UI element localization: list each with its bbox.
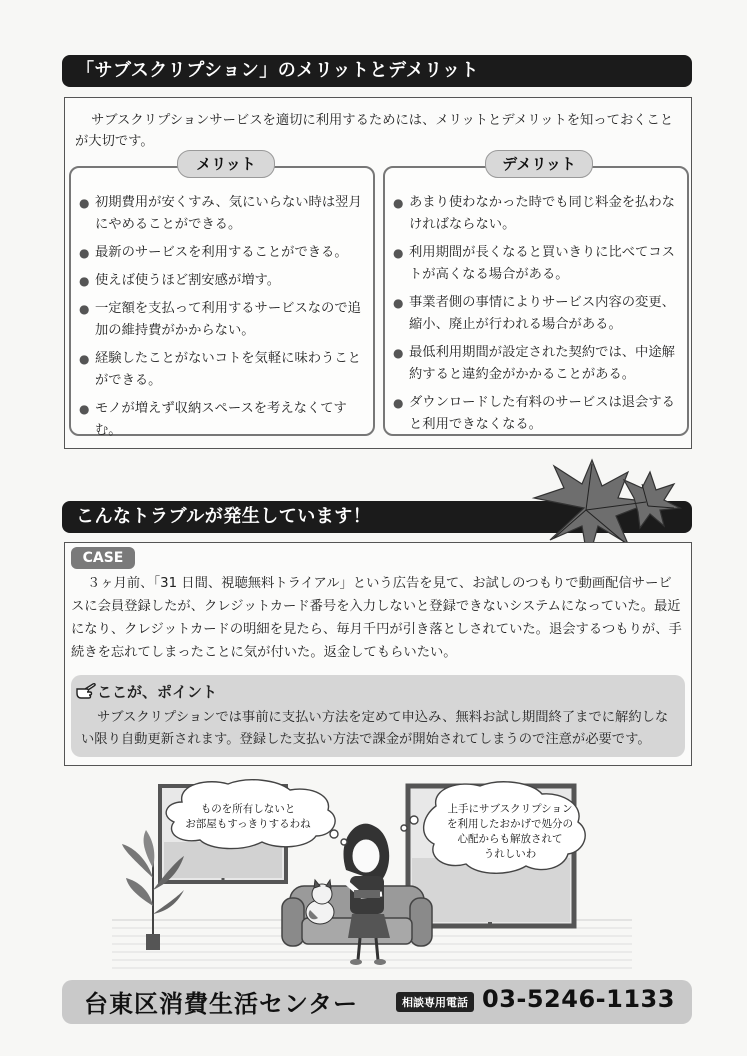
list-item (79, 192, 365, 236)
case-panel (64, 542, 692, 766)
section-title-trouble: こんなトラブルが発生しています！ (62, 501, 692, 533)
bullet-icon: ● (79, 352, 90, 366)
list-item-text: 使えば使うほど割安感が増す。 (95, 273, 281, 288)
list-item (79, 270, 365, 292)
list-item (79, 298, 365, 342)
bubble-right-text: 上手にサブスクリプション を利用したおかげで処分の 心配からも解放されて うれしいわ (447, 803, 573, 860)
list-item (393, 292, 679, 336)
list-item (393, 342, 679, 386)
bullet-icon: ● (79, 274, 90, 288)
list-item-text: 経験したことがないコトを気軽に味わうことができる。 (95, 351, 361, 388)
bullet-icon: ● (79, 402, 90, 416)
list-item-text: 一定額を支払って利用するサービスなので追加の維持費がかからない。 (95, 301, 361, 338)
bullet-icon: ● (393, 346, 404, 360)
point-text: サブスクリプションでは事前に支払い方法を定めて申込み、無料お試し期間終了までに解約しない限り自動更新されます。登録した支払い方法で課金が開始されてしまうので注意が必要です。 (81, 710, 669, 747)
footer-contact (62, 980, 692, 1024)
phone-label: 相談専用電話 (396, 992, 474, 1012)
list-item-text: ダウンロードした有料のサービスは退会すると利用できなくなる。 (409, 395, 675, 432)
list-item-text: 事業者側の事情によりサービス内容の変更、縮小、廃止が行われる場合がある。 (409, 295, 675, 332)
demerit-box (383, 166, 689, 436)
list-item-text: 利用期間が長くなると買いきりに比べてコストが高くなる場合がある。 (409, 245, 675, 282)
bullet-icon: ● (79, 302, 90, 316)
merits-panel (64, 97, 692, 449)
point-box (71, 675, 685, 757)
center-name: 台東区消費生活センター (84, 990, 359, 1018)
list-item (79, 348, 365, 392)
phone-number[interactable]: 03-5246-1133 (482, 985, 675, 1013)
case-text: ３ヶ月前、「31 日間、視聴無料トライアル」という広告を見て、お試しのつもりで動画配信サービスに会員登録したが、クレジットカード番号を入力しないと登録できないシステムになっていた。最近になり、クレジットカードの明細を見たら、毎月千円が引き落としされていた。退会するつもりが、手続きを忘れてしまったことに気が付いた。返金してもらいたい。 (71, 576, 682, 660)
case-label: CASE (71, 547, 135, 569)
point-title: ここが、ポイント (97, 683, 218, 701)
bullet-icon: ● (393, 396, 404, 410)
bullet-icon: ● (79, 246, 90, 260)
demerit-label: デメリット (485, 150, 593, 178)
bubble-left-text: ものを所有しないと お部屋もすっきりするわね (185, 803, 311, 830)
pointing-hand-icon (75, 681, 97, 701)
section-title-merits: 「サブスクリプション」のメリットとデメリット (62, 55, 692, 87)
list-item (393, 392, 679, 436)
bullet-icon: ● (393, 296, 404, 310)
merit-box (69, 166, 375, 436)
list-item-text: 最新のサービスを利用することができる。 (95, 245, 348, 260)
bullet-icon: ● (393, 196, 404, 210)
merit-label: メリット (177, 150, 275, 178)
demerit-list (393, 192, 679, 442)
list-item (79, 398, 365, 442)
bullet-icon: ● (79, 196, 90, 210)
list-item-text: あまり使わなかった時でも同じ料金を払わなければならない。 (409, 195, 675, 232)
merit-list (79, 192, 365, 448)
intro-text: サブスクリプションサービスを適切に利用するためには、メリットとデメリットを知っておくことが大切です。 (75, 113, 674, 149)
list-item (79, 242, 365, 264)
list-item (393, 242, 679, 286)
list-item-text: モノが増えず収納スペースを考えなくてすむ。 (95, 401, 347, 438)
bullet-icon: ● (393, 246, 404, 260)
list-item (393, 192, 679, 236)
list-item-text: 最低利用期間が設定された契約では、中途解約すると違約金がかかることがある。 (409, 345, 675, 382)
list-item-text: 初期費用が安くすみ、気にいらない時は翌月にやめることができる。 (95, 195, 362, 232)
